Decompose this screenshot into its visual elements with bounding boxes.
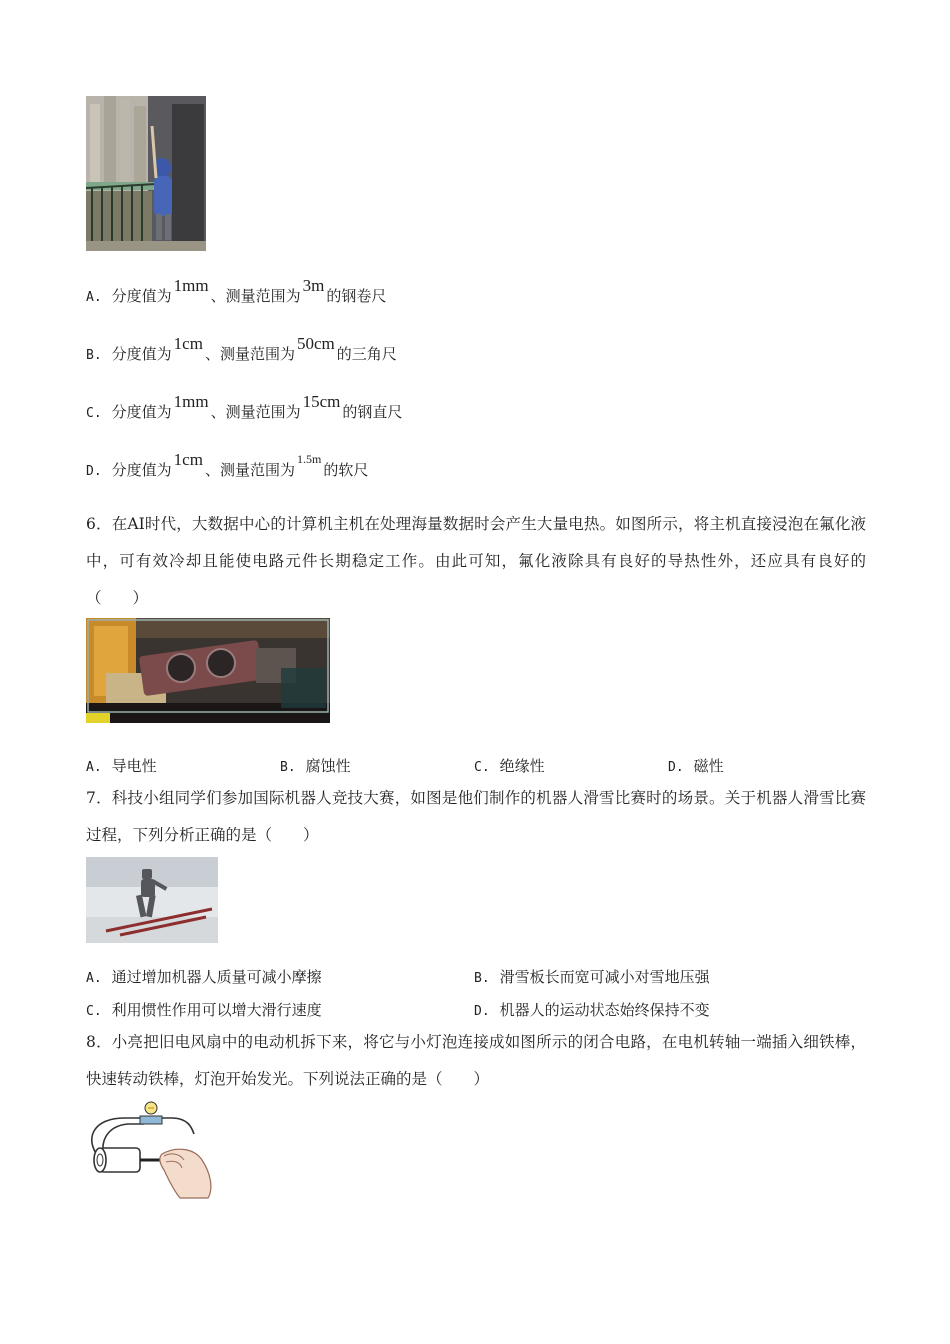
question-7-text: 7．科技小组同学们参加国际机器人竞技大赛，如图是他们制作的机器人滑雪比赛时的场景。关于机器人滑雪比赛过程，下列分析正确的是（ ） bbox=[86, 789, 866, 844]
option-label: A. bbox=[86, 290, 102, 305]
q7-option-a[interactable]: A. 通过增加机器人质量可减小摩擦 bbox=[86, 968, 322, 986]
q7-option-c[interactable]: C. 利用惯性作用可以增大滑行速度 bbox=[86, 1001, 322, 1019]
q5-option-b[interactable]: B. 分度值为1cm、测量范围为50cm的三角尺 bbox=[86, 334, 397, 363]
q5-option-a[interactable]: A. 分度值为1mm、测量范围为3m的钢卷尺 bbox=[86, 276, 387, 305]
option-label: D. bbox=[86, 464, 102, 479]
q7-option-b[interactable]: B. 滑雪板长而宽可减小对雪地压强 bbox=[474, 968, 710, 986]
option-label: B. bbox=[86, 348, 102, 363]
q6-option-d[interactable]: D. 磁性 bbox=[668, 757, 724, 775]
q6-option-c[interactable]: C. 绝缘性 bbox=[474, 757, 545, 775]
question-6-text: 6．在AI时代，大数据中心的计算机主机在处理海量数据时会产生大量电热。如图所示，将主机直接浸泡在氟化液中，可有效冷却且能使电路元件长期稳定工作。由此可知，氟化液除具有良好的导热性外，还应具有良好的（ ） bbox=[86, 515, 866, 607]
motor-generator-diagram bbox=[84, 1098, 218, 1202]
immersion-cooling-photo bbox=[86, 618, 330, 723]
q7-option-d[interactable]: D. 机器人的运动状态始终保持不变 bbox=[474, 1001, 710, 1019]
question-8-text: 8．小亮把旧电风扇中的电动机拆下来，将它与小灯泡连接成如图所示的闭合电路，在电机转轴一端插入细铁棒，快速转动铁棒，灯泡开始发光。下列说法正确的是（ ） bbox=[86, 1033, 866, 1088]
q6-option-b[interactable]: B. 腐蚀性 bbox=[280, 757, 351, 775]
q5-option-c[interactable]: C. 分度值为1mm、测量范围为15cm的钢直尺 bbox=[86, 392, 403, 421]
q5-option-d[interactable]: D. 分度值为1cm、测量范围为$^{1.5m}$的软尺 bbox=[86, 450, 369, 479]
balcony-measurement-photo bbox=[86, 96, 206, 251]
option-label: C. bbox=[86, 406, 102, 421]
robot-skiing-photo bbox=[86, 857, 218, 943]
q6-option-a[interactable]: A. 导电性 bbox=[86, 757, 157, 775]
